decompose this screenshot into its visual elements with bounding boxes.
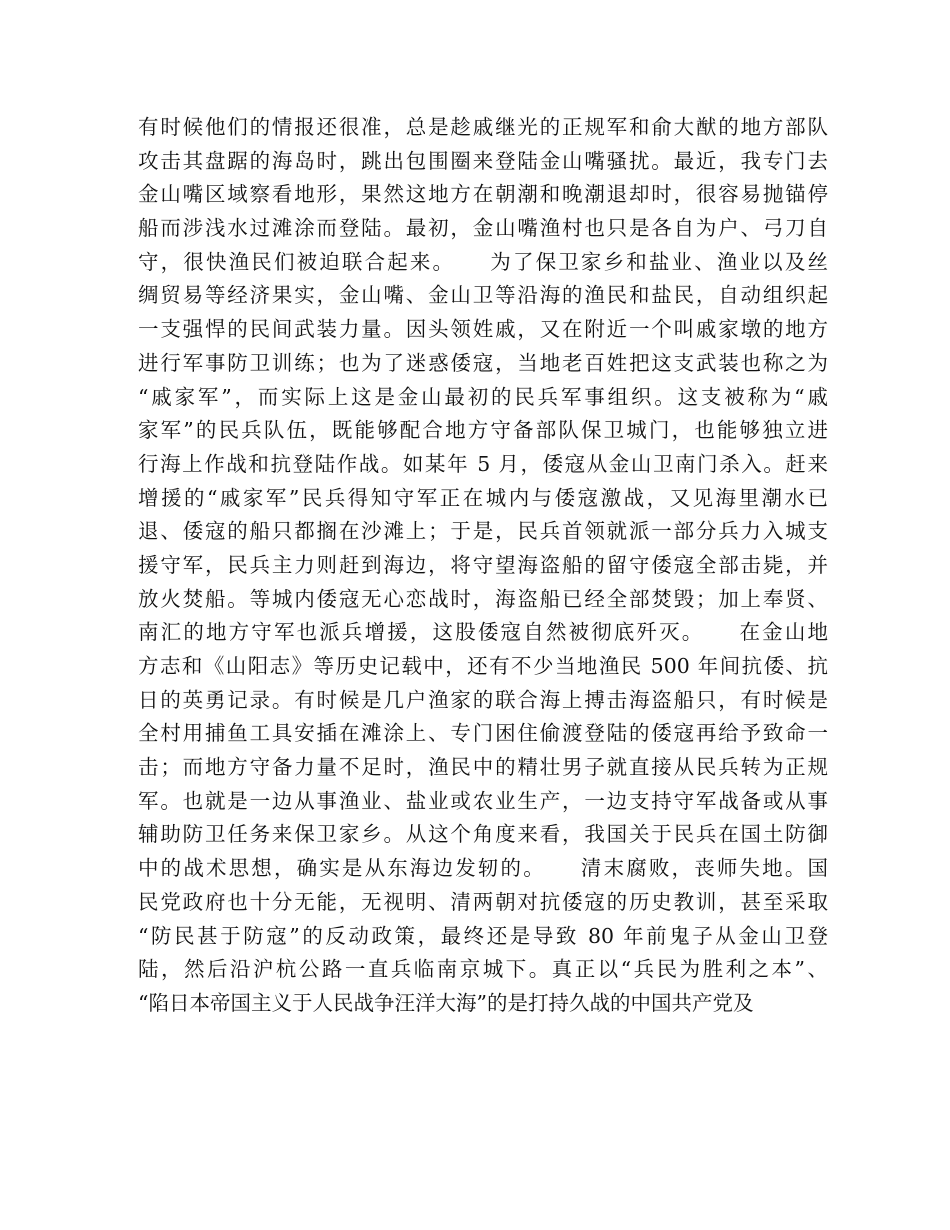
text-line: 方志和《山阳志》等历史记载中，还有不少当地渔民 500 年间抗倭、抗 (138, 654, 828, 678)
text-line: 增援的“戚家军”民兵得知守军正在城内与倭寇激战，又见海里潮水已 (138, 485, 828, 510)
text-line: 日的英勇记录。有时候是几户渔家的联合海上搏击海盗船只，有时候是 (138, 687, 828, 712)
body-text (138, 111, 828, 1021)
text-line: 攻击其盘踞的海岛时，跳出包围圈来登陆金山嘴骚扰。最近，我专门去 (138, 148, 828, 173)
text-line: 有时候他们的情报还很准，总是趁戚继光的正规军和俞大猷的地方部队 (138, 115, 828, 139)
text-line: 辅助防卫任务来保卫家乡。从这个角度来看，我国关于民兵在国土防御 (138, 822, 828, 847)
text-line: 进行军事防卫训练；也为了迷惑倭寇，当地老百姓把这支武装也称之为 (138, 350, 828, 375)
text-line: 陆，然后沿沪杭公路一直兵临南京城下。真正以“兵民为胜利之本”、 (138, 957, 828, 982)
text-line: 行海上作战和抗登陆作战。如某年 5 月，倭寇从金山卫南门杀入。赶来 (138, 451, 828, 476)
text-line: “陷日本帝国主义于人民战争汪洋大海”的是打持久战的中国共产党及 (138, 990, 754, 1015)
text-line: 南汇的地方守军也派兵增援，这股倭寇自然被彻底歼灭。 在金山地 (138, 620, 828, 645)
text-line: 民党政府也十分无能，无视明、清两朝对抗倭寇的历史教训，甚至采取 (138, 889, 828, 914)
text-line: “防民甚于防寇”的反动政策，最终还是导致 80 年前鬼子从金山卫登 (138, 923, 828, 948)
text-line: 家军”的民兵队伍，既能够配合地方守备部队保卫城门，也能够独立进 (138, 418, 828, 443)
text-line: 军。也就是一边从事渔业、盐业或农业生产，一边支持守军战备或从事 (138, 788, 828, 813)
text-line: 守，很快渔民们被迫联合起来。 为了保卫家乡和盐业、渔业以及丝 (138, 249, 828, 274)
text-line: 援守军，民兵主力则赶到海边，将守望海盗船的留守倭寇全部击毙，并 (138, 552, 828, 577)
text-line: “戚家军”，而实际上这是金山最初的民兵军事组织。这支被称为“戚 (138, 384, 828, 409)
text-line: 全村用捕鱼工具安插在滩涂上、专门困住偷渡登陆的倭寇再给予致命一 (138, 721, 828, 746)
text-line: 退、倭寇的船只都搁在沙滩上；于是，民兵首领就派一部分兵力入城支 (138, 519, 828, 544)
text-line: 中的战术思想，确实是从东海边发轫的。 清末腐败，丧师失地。国 (138, 856, 828, 881)
text-line: 一支强悍的民间武装力量。因头领姓戚，又在附近一个叫戚家墩的地方 (138, 317, 828, 342)
text-line: 绸贸易等经济果实，金山嘴、金山卫等沿海的渔民和盐民，自动组织起 (138, 283, 828, 308)
text-line: 放火焚船。等城内倭寇无心恋战时，海盗船已经全部焚毁；加上奉贤、 (138, 586, 828, 611)
text-line: 击；而地方守备力量不足时，渔民中的精壮男子就直接从民兵转为正规 (138, 755, 828, 780)
text-line: 船而涉浅水过滩涂而登陆。最初，金山嘴渔村也只是各自为户、弓刀自 (138, 216, 828, 241)
text-line: 金山嘴区域察看地形，果然这地方在朝潮和晚潮退却时，很容易抛锚停 (138, 182, 828, 207)
